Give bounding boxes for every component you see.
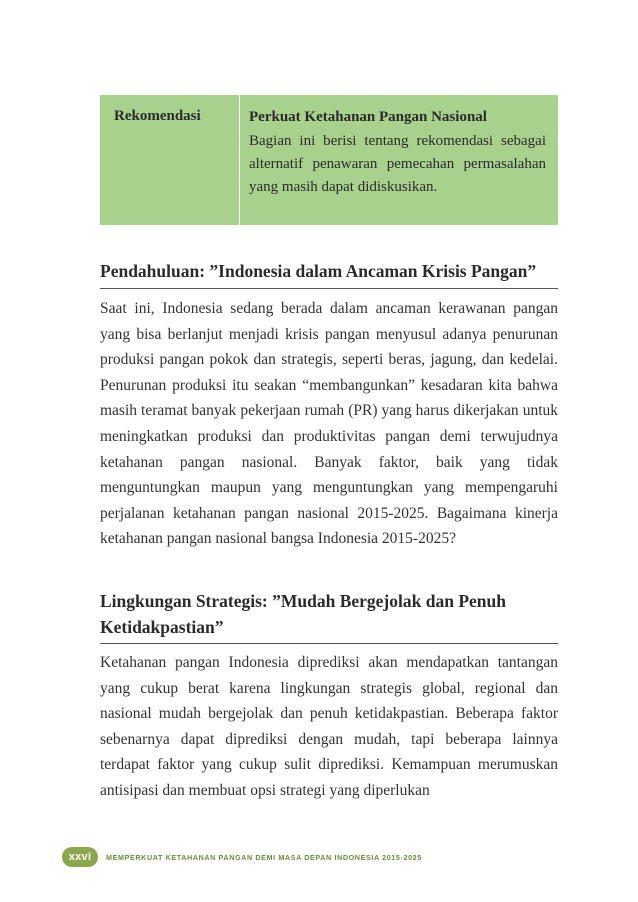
paragraph-lingkungan-strategis: Ketahanan pangan Indonesia diprediksi akan mendapatkan tantangan yang cukup berat karena lingkungan strategis global, regional dan nasional mudah bergejolak dan penuh ketidakpastian. Beberapa faktor sebenarnya dapat diprediksi dengan mudah, tapi beberapa lainnya terdapat faktor yang cukup sulit diprediksi. Kemampuan merumuskan antisipasi dan membuat opsi strategi yang diperlukan (100, 654, 558, 799)
recommendation-description: Bagian ini berisi tentang rekomendasi sebagai alternatif penawaran pemecahan permasalahan yang masih dapat didiskusikan. (249, 133, 546, 195)
running-title: MEMPERKUAT KETAHANAN PANGAN DEMI MASA DEPAN INDONESIA 2015-2025 (106, 852, 422, 862)
section-heading-pendahuluan: Pendahuluan: ”Indonesia dalam Ancaman Krisis Pangan” (100, 261, 537, 281)
page-footer (62, 847, 422, 867)
recommendation-content (240, 95, 558, 225)
paragraph-pendahuluan: Saat ini, Indonesia sedang berada dalam ancaman kerawanan pangan yang bisa berlanjut menjadi krisis pangan menyusul adanya penurunan produksi pangan pokok dan strategis, seperti beras, jagung, dan kedelai. Penurunan produksi itu seakan “membangunkan” kesadaran kita bahwa masih teramat banyak pekerjaan rumah (PR) yang harus dikerjakan untuk meningkatkan produksi dan produktivitas pangan demi terwujudnya ketahanan pangan nasional. Banyak faktor, baik yang tidak menguntungkan maupun yang menguntungkan yang mempengaruhi perjalanan ketahanan pangan nasional 2015-2025. Bagaimana kinerja ketahanan pangan nasional bangsa Indonesia 2015-2025? (100, 300, 558, 548)
recommendation-table (100, 95, 558, 225)
heading-underline (100, 643, 558, 644)
recommendation-title: Perkuat Ketahanan Pangan Nasional (249, 109, 487, 125)
page-number-badge: xxvi (62, 847, 98, 867)
recommendation-label: Rekomendasi (100, 95, 240, 225)
heading-underline (100, 288, 558, 289)
section-heading-lingkungan-strategis: Lingkungan Strategis: ”Mudah Bergejolak dan Penuh Ketidakpastian” (100, 591, 506, 637)
